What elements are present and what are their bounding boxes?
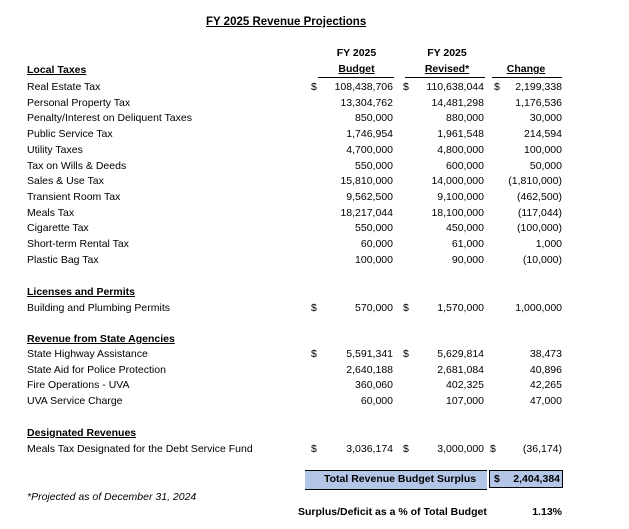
row-label: Cigarette Tax <box>27 222 89 235</box>
revised-currency: $ <box>403 302 409 314</box>
row-label: Personal Property Tax <box>27 96 131 109</box>
total-surplus-value: 2,404,384 <box>513 473 560 485</box>
revised-value: 402,325 <box>446 379 484 392</box>
change-value: 40,896 <box>529 363 562 376</box>
row-label: Tax on Wills & Deeds <box>27 159 127 172</box>
change-value: (462,500) <box>517 190 562 203</box>
change-value: (117,044) <box>517 206 562 219</box>
change-value: 1,000 <box>535 238 562 250</box>
revised-value: 61,000 <box>451 238 484 250</box>
revised-value: 107,000 <box>446 395 484 408</box>
change-currency: $ <box>490 443 496 455</box>
row-label: Meals Tax <box>27 206 75 219</box>
change-header-rule <box>492 77 562 78</box>
budget-currency: $ <box>311 348 317 360</box>
total-surplus-label: Total Revenue Budget Surplus <box>324 473 477 485</box>
revised-value: 9,100,000 <box>437 190 484 203</box>
row-label: Real Estate Tax <box>27 81 101 93</box>
budget-value: 2,640,188 <box>346 363 393 376</box>
budget-value: 18,217,044 <box>340 206 393 219</box>
page-title: FY 2025 Revenue Projections <box>206 16 367 28</box>
change-value: 1,000,000 <box>515 302 562 314</box>
revised-value: 4,800,000 <box>437 143 484 156</box>
budget-value: 9,562,500 <box>346 190 393 203</box>
section-title-local-taxes: Local Taxes <box>27 64 87 76</box>
revised-header-line1: FY 2025 <box>427 47 467 59</box>
budget-value: 13,304,762 <box>340 96 393 109</box>
revised-value: 14,481,298 <box>431 96 484 109</box>
revised-value: 18,100,000 <box>431 206 484 219</box>
budget-value: 108,438,706 <box>334 81 393 93</box>
row-label: Public Service Tax <box>27 128 113 141</box>
budget-currency: $ <box>311 81 317 93</box>
row-label: Plastic Bag Tax <box>27 253 99 266</box>
footnote: *Projected as of December 31, 2024 <box>27 491 197 503</box>
budget-value: 850,000 <box>355 112 393 125</box>
change-value: (1,810,000) <box>508 175 562 188</box>
change-value: 1,176,536 <box>515 96 562 109</box>
revised-value: 90,000 <box>451 253 484 266</box>
revised-currency: $ <box>403 348 409 360</box>
section-title-designated: Designated Revenues <box>27 427 137 439</box>
change-value: 38,473 <box>529 348 562 360</box>
revised-value: 14,000,000 <box>431 175 484 188</box>
change-value: 2,199,338 <box>515 81 562 93</box>
change-currency: $ <box>494 81 500 93</box>
row-label: Sales & Use Tax <box>27 175 104 188</box>
change-value: (36,174) <box>522 443 562 455</box>
surplus-pct-value: 1.13% <box>532 506 562 518</box>
row-label: Fire Operations - UVA <box>27 379 130 392</box>
budget-currency: $ <box>311 302 317 314</box>
change-value: 30,000 <box>529 112 562 125</box>
budget-value: 5,591,341 <box>346 348 393 360</box>
budget-value: 60,000 <box>360 395 393 408</box>
budget-value: 550,000 <box>355 222 393 235</box>
budget-value: 1,746,954 <box>346 128 393 141</box>
budget-header-rule <box>318 77 394 78</box>
revised-value: 450,000 <box>446 222 484 235</box>
section-title-state: Revenue from State Agencies <box>27 333 175 345</box>
budget-value: 3,036,174 <box>346 443 393 455</box>
row-label: Transient Room Tax <box>27 190 121 203</box>
budget-value: 550,000 <box>355 159 393 172</box>
revised-value: 110,638,044 <box>426 81 484 93</box>
change-value: 42,265 <box>529 379 562 392</box>
revised-value: 5,629,814 <box>437 348 484 360</box>
budget-value: 100,000 <box>355 253 393 266</box>
budget-header-line2: Budget <box>338 63 375 75</box>
revised-value: 1,570,000 <box>437 302 484 314</box>
row-label: Meals Tax Designated for the Debt Service Fund <box>27 443 253 455</box>
change-header: Change <box>506 63 546 75</box>
revised-header-rule <box>405 77 485 78</box>
row-label: Building and Plumbing Permits <box>27 302 170 314</box>
surplus-pct-label: Surplus/Deficit as a % of Total Budget <box>298 506 487 518</box>
change-value: (10,000) <box>522 253 562 266</box>
revised-currency: $ <box>403 443 409 455</box>
budget-value: 60,000 <box>360 238 393 250</box>
budget-currency: $ <box>311 443 317 455</box>
row-label: State Aid for Police Protection <box>27 363 166 376</box>
change-value: 100,000 <box>524 143 562 156</box>
budget-value: 570,000 <box>355 302 393 314</box>
revised-currency: $ <box>403 81 409 93</box>
row-label: UVA Service Charge <box>27 395 123 408</box>
change-value: 214,594 <box>524 128 562 141</box>
revised-value: 880,000 <box>446 112 484 125</box>
budget-value: 15,810,000 <box>340 175 393 188</box>
row-label: Short-term Rental Tax <box>27 238 129 250</box>
total-surplus-currency: $ <box>494 473 500 485</box>
revised-value: 1,961,548 <box>437 128 484 141</box>
change-value: 50,000 <box>529 159 562 172</box>
change-value: 47,000 <box>529 395 562 408</box>
row-label: Penalty/Interest on Deliquent Taxes <box>27 112 192 125</box>
section-title-licenses: Licenses and Permits <box>27 286 135 298</box>
budget-header-line1: FY 2025 <box>336 47 377 59</box>
change-value: (100,000) <box>517 222 562 235</box>
revised-value: 3,000,000 <box>437 443 484 455</box>
row-label: State Highway Assistance <box>27 348 148 360</box>
budget-value: 360,060 <box>355 379 393 392</box>
row-label: Utility Taxes <box>27 143 83 156</box>
revised-value: 2,681,084 <box>437 363 484 376</box>
budget-value: 4,700,000 <box>346 143 393 156</box>
revised-value: 600,000 <box>446 159 484 172</box>
revised-header-line2: Revised* <box>424 63 470 75</box>
